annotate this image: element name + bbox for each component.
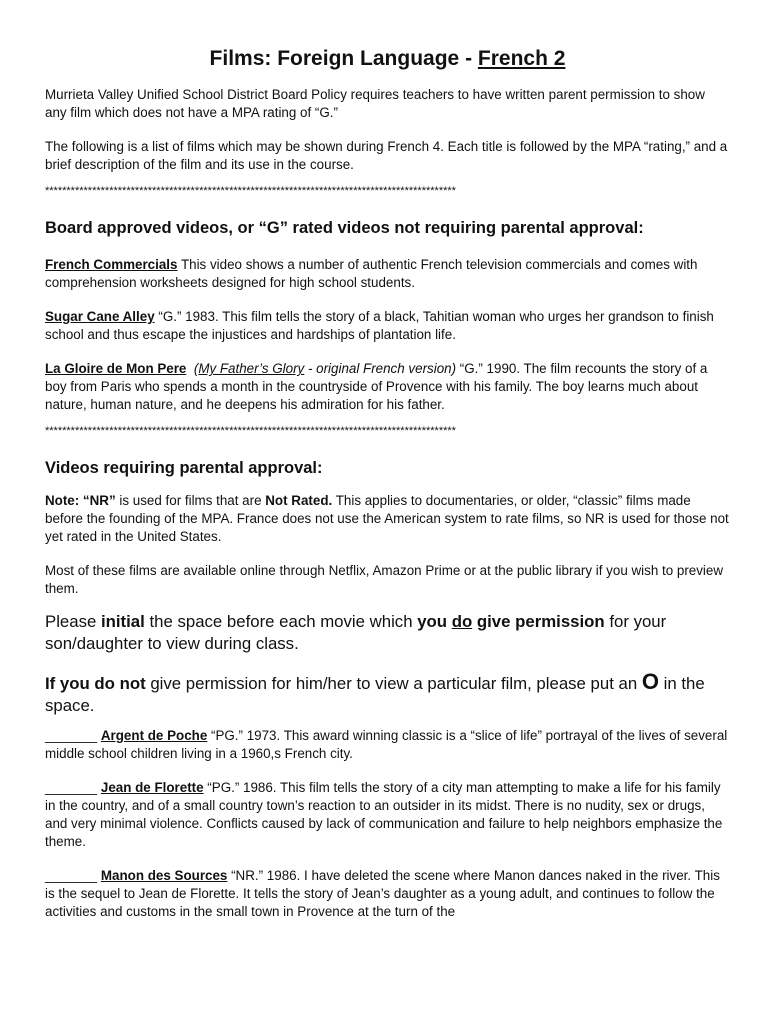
film-entry: La Gloire de Mon Pere (My Father’s Glory - original French version) “G.” 1990. The film recounts the story of a boy from Paris who spends a month in the countryside of Provence with his family. The boy learns much about nature, human nature, and he deepens his admiration for his father. <box>45 361 708 412</box>
initial-text: Please <box>45 612 101 631</box>
film-entry <box>45 308 730 344</box>
film-description: “PG.” 1986. This film tells the story of a city man attempting to make a life for his family in the country, and of a small country town’s reaction to an outsider in its midst. There is no nudity, sex or drugs, and very minimal violence. Conflicts caused by lack of communication and failure to help neighbors emphasize the theme. <box>45 780 723 849</box>
film-title: Manon des Sources <box>100 868 228 883</box>
film-title: Argent de Poche <box>100 728 208 743</box>
film-title: French Commercials <box>45 257 178 272</box>
initial-blank[interactable]: _______ <box>45 780 98 795</box>
film-description: “NR.” 1986. I have deleted the scene where Manon dances naked in the river. This is the sequel to Jean de Florette. It tells the story of Jean’s daughter as a young adult, and continues to follow the activities and customs in the small town in Provence at the turn of the <box>45 868 720 919</box>
initial-blank[interactable]: _______ <box>45 728 98 743</box>
list-note-paragraph: The following is a list of films which may be shown during French 4. Each title is followed by the MPA “rating,” and a brief description of the film and its use in the course. <box>45 139 728 172</box>
nr-note-paragraph <box>45 492 730 546</box>
initial-bold: give permission <box>472 612 605 631</box>
initial-bold-underlined: do <box>451 612 473 631</box>
deny-bold: If you do not <box>45 674 146 693</box>
permission-film-entry <box>45 779 730 851</box>
document-page <box>45 46 730 921</box>
deny-text: in the space. <box>45 674 705 715</box>
deny-o-mark: O <box>641 669 659 694</box>
separator-line: ************************************************************************************************ <box>45 425 456 437</box>
permission-film-entry <box>45 867 730 921</box>
title-course: French 2 <box>477 47 566 70</box>
parental-heading: Videos requiring parental approval: <box>45 459 323 477</box>
note-bold: Not Rated. <box>265 493 333 508</box>
preview-paragraph: Most of these films are available online through Netflix, Amazon Prime or at the public library if you wish to preview them. <box>45 563 724 596</box>
film-description: This video shows a number of authentic French television commercials and comes with comprehension worksheets designed for high school students. <box>45 257 698 290</box>
initial-bold: initial <box>100 612 145 631</box>
initial-instruction <box>45 611 730 655</box>
title-prefix: Films: Foreign Language - <box>209 47 478 70</box>
initial-text: the space before each movie which <box>144 612 418 631</box>
film-alt-suffix: - original French version) <box>304 361 457 376</box>
film-title: Jean de Florette <box>100 780 204 795</box>
page-title <box>45 46 730 72</box>
note-text: is used for films that are <box>115 493 266 508</box>
policy-paragraph: Murrieta Valley Unified School District Board Policy requires teachers to have written parent permission to show any film which does not have a MPA rating of “G.” <box>45 87 705 120</box>
separator-line: ************************************************************************************************ <box>45 185 456 197</box>
deny-instruction <box>45 671 730 717</box>
note-rest: This applies to documentaries, or older, “classic” films made before the founding of the MPA. France does not use the American system to rate films, so NR is used for those not yet rated in the United States. <box>45 493 729 544</box>
film-description: “PG.” 1973. This award winning classic is a “slice of life” portrayal of the lives of several middle school children living in a 1960,s French city. <box>45 728 728 761</box>
initial-bold: you <box>417 612 452 631</box>
film-description: “G.” 1990. The film recounts the story of a boy from Paris who spends a month in the countryside of Provence with his family. The boy learns much about nature, human nature, and he deepens his admiration for his father. <box>45 361 708 412</box>
note-label: Note: “NR” <box>45 493 116 508</box>
initial-text: for your son/daughter to view during class. <box>45 612 667 653</box>
approved-heading: Board approved videos, or “G” rated videos not requiring parental approval: <box>45 219 644 237</box>
film-title: La Gloire de Mon Pere <box>45 361 187 376</box>
film-description: “G.” 1983. This film tells the story of a black, Tahitian woman who urges her grandson to finish school and thus escape the injustices and hardships of plantation life. <box>45 309 714 342</box>
deny-text: give permission for him/her to view a particular film, please put an <box>145 674 642 693</box>
permission-film-entry <box>45 727 730 763</box>
initial-blank[interactable]: _______ <box>45 868 98 883</box>
film-entry <box>45 256 730 292</box>
film-alt-title: My Father’s Glory <box>198 361 305 376</box>
film-title: Sugar Cane Alley <box>45 309 155 324</box>
